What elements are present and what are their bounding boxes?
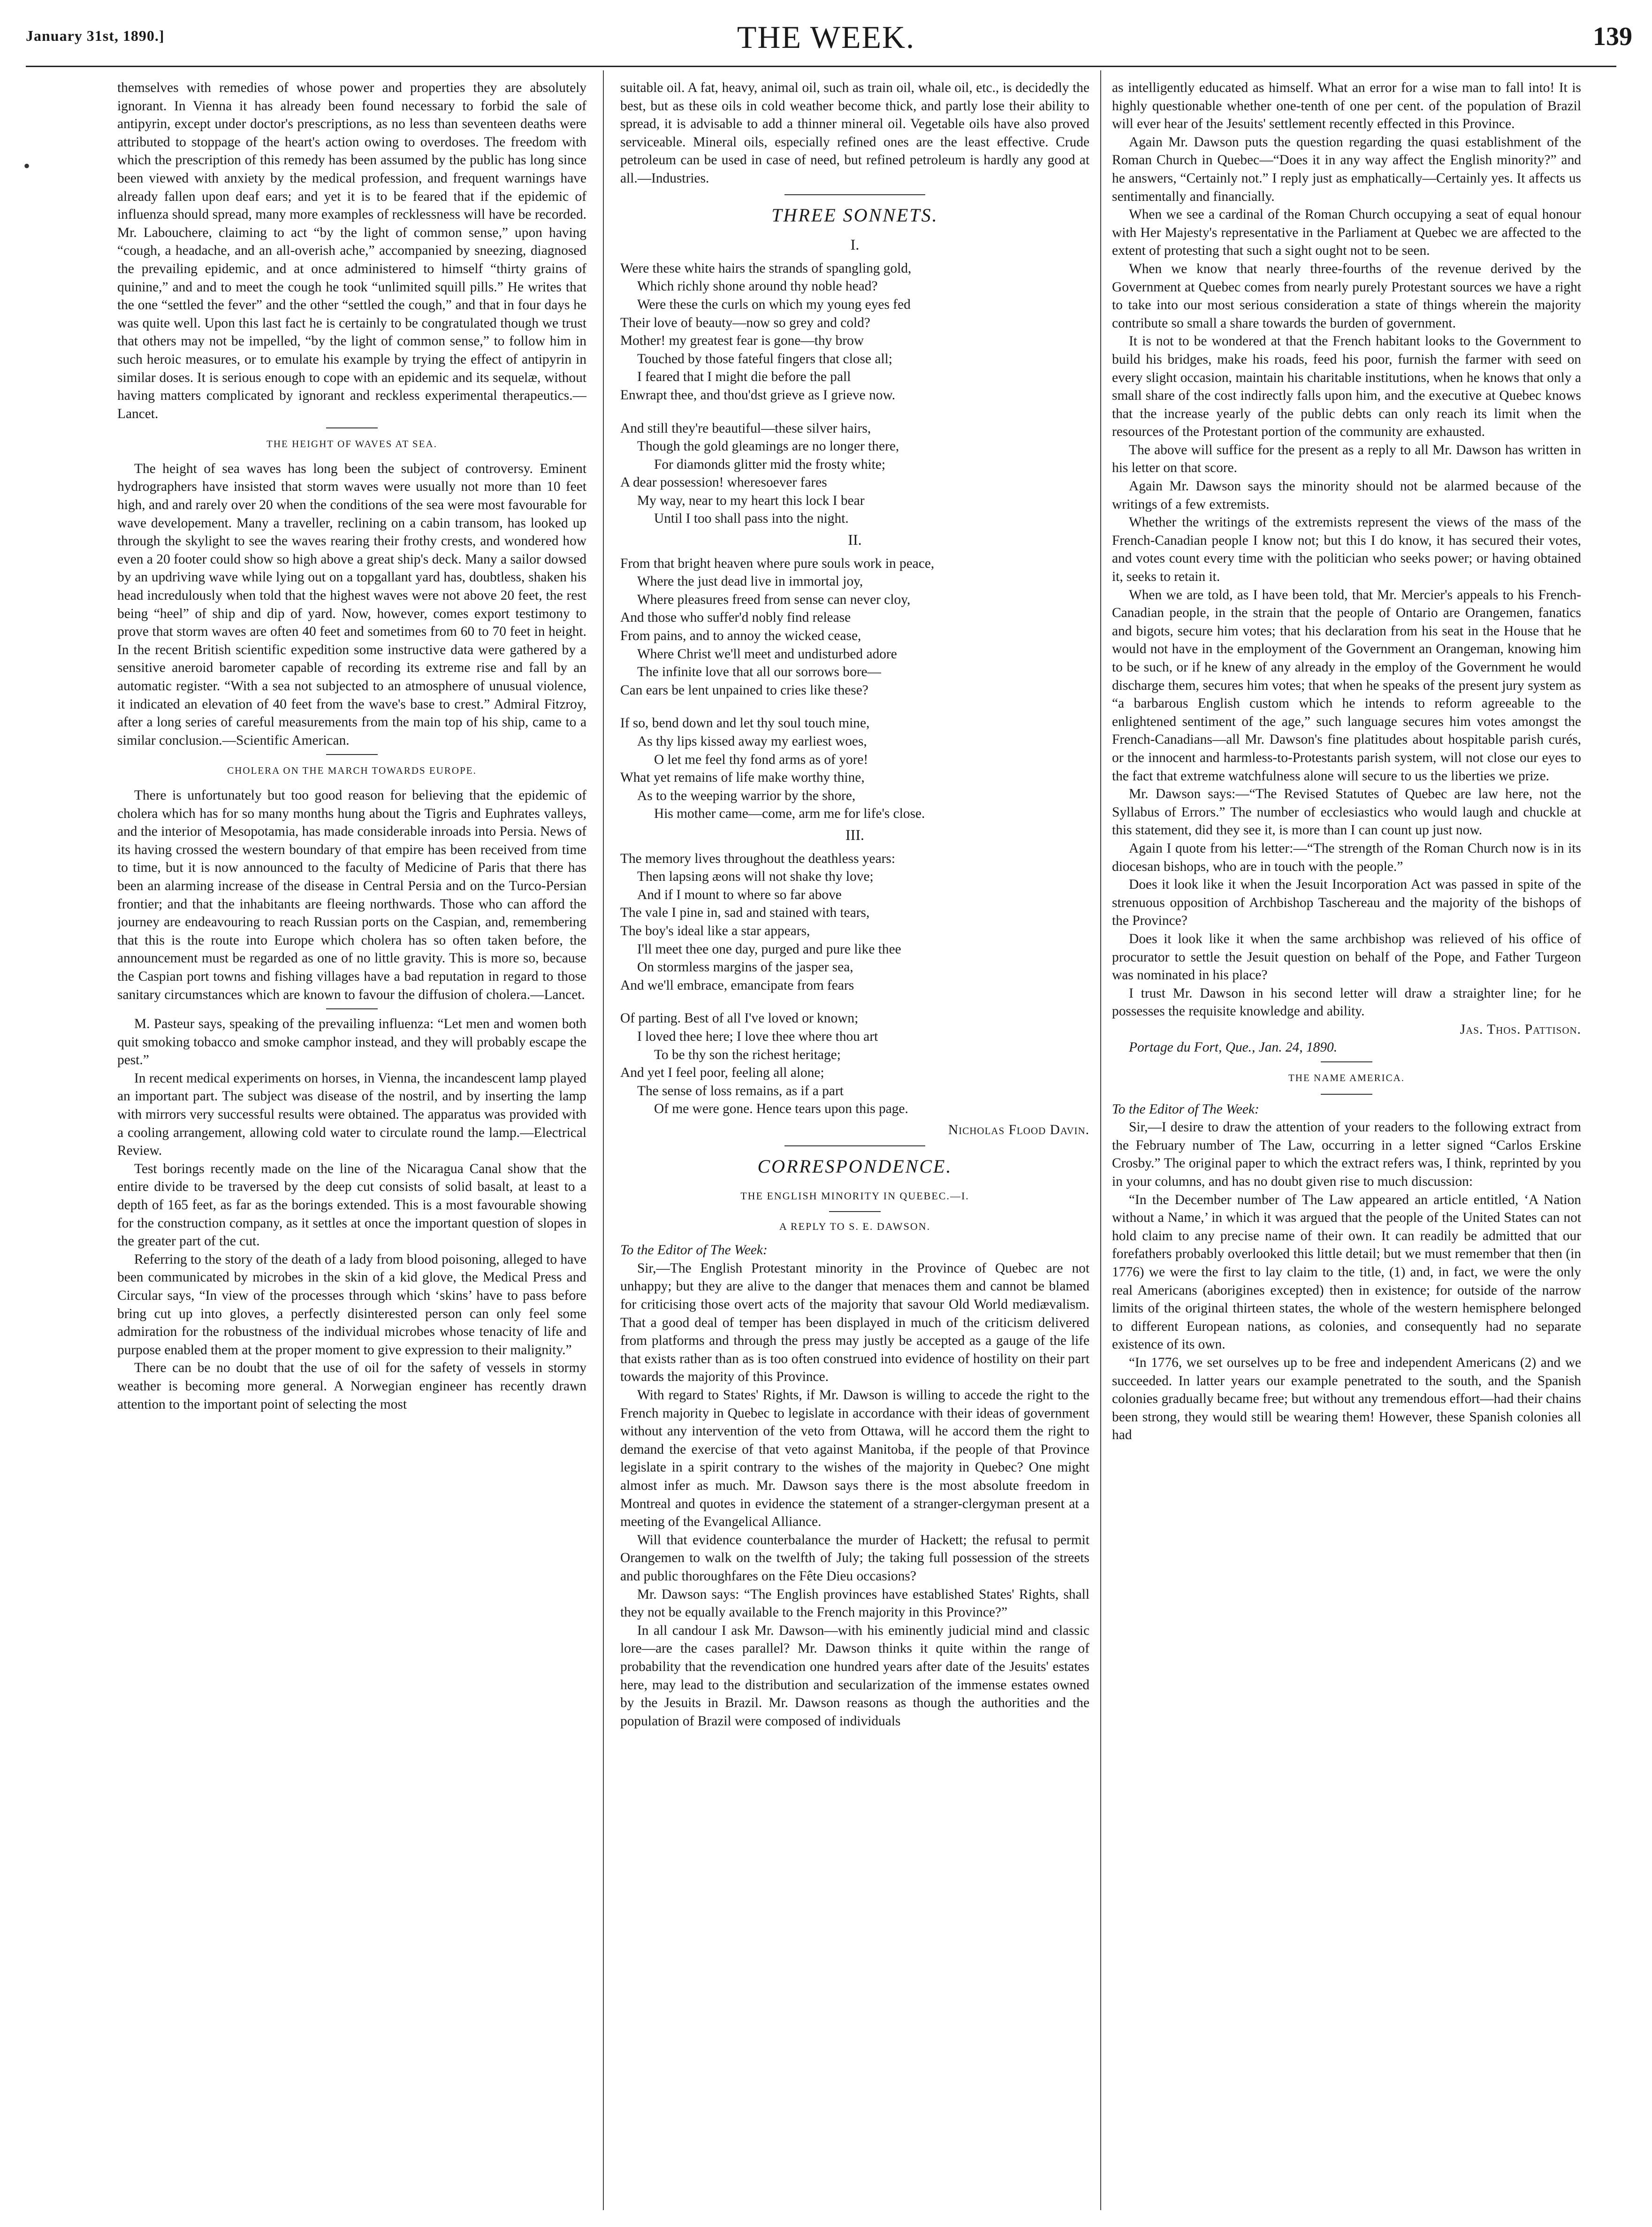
- column-1: [117, 79, 586, 2214]
- waves-paragraph: The height of sea waves has long been the subject of controversy. Eminent hydrographers have insisted that storm waves were usually not more than 10 feet high, and and rarely over 20 when the conditions of the sea were most favourable for wave developement. Many a traveller, reclining on a cabin transom, has looked up through the skylight to see the waves rearing their frothy crests, and wondered how even a 20 footer could show so high above a great ship's deck. Many a sailor dowsed by an updriving wave while lying out on a topgallant yard has, doubtless, shaken his head incredulously when told that the highest waves were not above 20 feet, the rest being “heel” of ship and dip of yard. Now, however, comes export testimony to prove that storm waves are often 40 feet and sometimes from 60 to 70 feet in height. In the recent British scientific expedition some instructive data were gathered by a sensitive aneroid barometer capable of recording its extreme rise and fall by an automatic register. “With a sea not subjected to an atmosphere of unusual violence, it indicated an elevation of 40 feet from the wave's base to crest.” Admiral Fitzroy, after a long series of careful measurements from the main top of his ship, came to a similar conclusion.—Scientific American.: [117, 461, 586, 748]
- poem-line: From pains, and to annoy the wicked cease,: [620, 628, 861, 644]
- poem-line: A dear possession! wheresoever fares: [620, 475, 827, 490]
- letter-paragraph: Does it look like it when the same archbishop was relieved of his office of procurator to settle the Jesuit question on behalf of the Pope, and Father Turgeon was nominated in his place?: [1112, 931, 1581, 983]
- poem-line: Were these the curls on which my young eyes fed: [637, 297, 911, 312]
- poem-line: His mother came—come, arm me for life's close.: [654, 806, 925, 822]
- poem-line: And still they're beautiful—these silver hairs,: [620, 420, 871, 436]
- cholera-paragraph: There is unfortunately but too good reason for believing that the epidemic of cholera which has for so many months hung about the Tigris and Euphrates valleys, and the interior of Mesopotamia, has made considerable inroads into Persia. News of its having crossed the western boundary of that empire has been received from time to time, but it is now announced to the faculty of Medicine of Paris that there has been an alarming increase of the disease in Central Persia and on the Turco-Persian frontier; and that the inhabitants are fleeing northwards. Those who can afford the journey are endeavouring to reach Russian ports on the Caspian, and, remembering that this is the route into Europe which cholera has so often taken before, the announcement must be regarded as one of no little gravity. This is more so, because the Caspian port towns and fishing villages have a bad reputation in regard to those sanitary circumstances which are known to favour the diffusion of cholera.—Lancet.: [117, 787, 586, 1002]
- poem-line: Where pleasures freed from sense can never cloy,: [637, 592, 911, 607]
- poem-line: I loved thee here; I love thee where thou art: [637, 1029, 878, 1044]
- poem-line: As to the weeping warrior by the shore,: [637, 788, 856, 803]
- pasteur-paragraph: M. Pasteur says, speaking of the prevailing influenza: “Let men and women both quit smoking tobacco and smoke camphor instead, and they will probably escape the pest.”: [117, 1016, 586, 1068]
- section-rule: [829, 1211, 881, 1212]
- reply-subtitle: A REPLY TO S. E. DAWSON.: [779, 1220, 931, 1232]
- poem-line: The boy's ideal like a star appears,: [620, 923, 810, 938]
- letter-continuation: as intelligently educated as himself. What an error for a wise man to fall into! It is highly questionable whether one-tenth of one per cent. of the population of Brazil will ever hear of the Jesuits' settlement recently effected in this Province.: [1112, 80, 1581, 132]
- section-rule: [784, 1145, 925, 1146]
- letter-paragraph: I trust Mr. Dawson in his second letter will draw a straighter line; for he possesses the requisite knowledge and ability.: [1112, 985, 1581, 1019]
- heading-height-of-waves: THE HEIGHT OF WAVES AT SEA.: [266, 438, 437, 450]
- letter-paragraph: Mr. Dawson says:—“The Revised Statutes of Quebec are law here, not the Syllabus of Errors.” The number of ecclesiastics who would laugh and chuckle at this statement, did they see it, is more than I can count up just now.: [1112, 786, 1581, 838]
- poem-line: As thy lips kissed away my earliest woes,: [637, 734, 867, 749]
- poem-line: My way, near to my heart this lock I bear: [637, 493, 865, 508]
- nicaragua-paragraph: Test borings recently made on the line of the Nicaragua Canal show that the entire divide to be traversed by the deep cut consists of solid basalt, at least to a depth of 165 feet, as far as the borings extended. This is a most favourable showing for the construction company, as it settles at once the important question of slopes in the greater part of the cut.: [117, 1161, 586, 1249]
- letter-paragraph: When we know that nearly three-fourths of the revenue derived by the Government at Quebec comes from nearly purely Protestant sources we have a right to take into our most serious consideration a state of things wherein the majority contribute so small a share towards the burden of government.: [1112, 261, 1581, 331]
- poem-line: On stormless margins of the jasper sea,: [637, 960, 853, 975]
- letter-paragraph: Whether the writings of the extremists represent the views of the mass of the French-Canadian people I know not; but this I do know, it has secured their votes, and votes count every time with the politician who seeks power; or having obtained it, seeks to retain it.: [1112, 515, 1581, 585]
- letter-paragraph: It is not to be wondered at that the French habitant looks to the Government to build his bridges, make his roads, feed his poor, furnish the farmer with seed on every slight occasion, maintain his charitable institutions, when he knows that only a small share of the cost indirectly falls upon him, and the executive at Quebec knows that the increase yearly of the public debts can only reach its limit when the resources of the Protestant portion of the community are exhausted.: [1112, 334, 1581, 440]
- poem-line: Enwrapt thee, and thou'dst grieve as I grieve now.: [620, 387, 896, 403]
- poem-line: Mother! my greatest fear is gone—thy brow: [620, 333, 864, 349]
- section-rule: [326, 754, 378, 755]
- letter-paragraph: With regard to States' Rights, if Mr. Dawson is willing to accede the right to the French majority in Quebec to legislate in accordance with their ideas of government without any intervention of the veto from Ottawa, will he accord them the right to demand the exercise of that veto against Manitoba, if the people of that Province legislate in a spirit contrary to the wishes of the majority in Quebec? One might almost infer as much. Mr. Dawson says there is the most absolute freedom in Montreal and quotes in evidence the statement of a stranger-clergyman present at a meeting of the Evangelical Alliance.: [620, 1388, 1089, 1530]
- publication-title: THE WEEK.: [737, 19, 915, 55]
- section-rule: [784, 194, 925, 195]
- poem-line: Where the just dead live in immortal joy,: [637, 574, 863, 589]
- poem-line: Can ears be lent unpained to cries like these?: [620, 682, 868, 698]
- poem-line: Their love of beauty—now so grey and cold?: [620, 315, 870, 330]
- vienna-lamp-paragraph: In recent medical experiments on horses, in Vienna, the incandescent lamp played an important part. The subject was disease of the nostril, and by inserting the lamp with mirrors very successful results were obtained. The apparatus was provided with a cooling arrangement, allowing cold water to circulate round the lamp.—Electrical Review.: [117, 1070, 586, 1159]
- poem-author: Nicholas Flood Davin.: [948, 1122, 1089, 1137]
- correspondence-title: CORRESPONDENCE.: [757, 1156, 952, 1177]
- issue-date: January 31st, 1890.]: [26, 27, 165, 44]
- poem-line: Where Christ we'll meet and undisturbed adore: [637, 646, 897, 662]
- section-rule: [326, 1008, 378, 1009]
- letter-paragraph: When we see a cardinal of the Roman Church occupying a seat of equal honour with Her Majesty's representative in the Parliament at Quebec we are affected to the extent of protesting that such a sight ought not to be seen.: [1112, 207, 1581, 259]
- letter-paragraph: Sir,—The English Protestant minority in the Province of Quebec are not unhappy; but they are alive to the danger that menaces them and cannot be blamed for criticising those overt acts of the majority that savour Old World mediævalism. That a good deal of temper has been displayed in much of the criticism delivered from platforms and through the press may justly be accepted as a gauge of the life that exists rather than as is too often construed into evidence of hostility on their part towards the majority of this Province.: [620, 1260, 1089, 1385]
- letter-paragraph: Sir,—I desire to draw the attention of your readers to the following extract from the February number of The Law, occurring in a letter signed “Carlos Erskine Crosby.” The original paper to which the extract refers was, I think, reprinted by you in your columns, and has no doubt given rise to much discussion:: [1112, 1120, 1581, 1190]
- letter-paragraph: Mr. Dawson says: “The English provinces have established States' Rights, shall they not be equally available to the French majority in this Province?”: [620, 1586, 1089, 1620]
- poem-line: The infinite love that all our sorrows bore—: [637, 664, 881, 680]
- oil-paragraph: There can be no doubt that the use of oil for the safety of vessels in stormy weather is becoming more general. A Norwegian engineer has recently drawn attention to the important point of selecting the most: [117, 1360, 586, 1412]
- letter-paragraph: In all candour I ask Mr. Dawson—with his eminently judicial mind and classic lore—are the cases parallel? Mr. Dawson thinks it quite within the range of probability that the revendication one hundred years after date of the Jesuits' estates here, may lead to the distribution and secularization of the immense estates owned by the Jesuits in Brazil. Mr. Dawson reasons as though the authorities and the population of Brazil were composed of individuals: [620, 1623, 1089, 1729]
- poem-line: For diamonds glitter mid the frosty white;: [654, 457, 886, 472]
- sonnet-3: [620, 850, 1089, 1118]
- three-sonnets-title: THREE SONNETS.: [771, 204, 938, 226]
- letter-paragraph: The above will suffice for the present as a reply to all Mr. Dawson has written in his letter on that score.: [1112, 442, 1581, 476]
- letter-signature: Jas. Thos. Pattison.: [1460, 1022, 1581, 1037]
- column-divider: [1100, 70, 1101, 2210]
- letter-paragraph: Will that evidence counterbalance the murder of Hackett; the refusal to permit Orangemen to walk on the twelfth of July; the taking full possession of the streets and public thoroughfares on the Fête Dieu occasions?: [620, 1532, 1089, 1584]
- poem-line: I feared that I might die before the pall: [637, 369, 851, 385]
- column-divider: [603, 70, 604, 2210]
- heading-cholera: CHOLERA ON THE MARCH TOWARDS EUROPE.: [227, 765, 477, 777]
- column-3: [1112, 79, 1581, 2214]
- poem-line: I'll meet thee one day, purged and pure like thee: [637, 941, 901, 957]
- poem-line: Until I too shall pass into the night.: [654, 511, 849, 526]
- sonnet-numeral-3: III.: [845, 826, 864, 843]
- poem-line: And we'll embrace, emancipate from fears: [620, 977, 854, 993]
- oil-continuation: suitable oil. A fat, heavy, animal oil, such as train oil, whale oil, etc., is decidedly the best, but as these oils in cold weather become thick, and partly lose their ability to spread, it is advisable to add a thinner mineral oil. Vegetable oils have also proved serviceable. Mineral oils, especially refined ones are the least effective. Crude petroleum can be used in case of need, but refined petroleum is hardly any good at all.—Industries.: [620, 80, 1089, 186]
- poem-line: Were these white hairs the strands of spangling gold,: [620, 260, 912, 276]
- page-number: 139: [1593, 22, 1632, 51]
- poem-line: The vale I pine in, sad and stained with tears,: [620, 905, 870, 921]
- poem-line: And if I mount to where so far above: [637, 887, 842, 902]
- heading-name-america: THE NAME AMERICA.: [1288, 1072, 1405, 1084]
- poem-line: Of parting. Best of all I've loved or known;: [620, 1011, 859, 1026]
- poem-line: Though the gold gleamings are no longer there,: [637, 439, 899, 454]
- antipyrin-paragraph: themselves with remedies of whose power and properties they are absolutely ignorant. In Vienna it has already been found necessary to forbid the sale of antipyrin, except under doctor's prescriptions, as no less than seventeen deaths were attributed to stoppage of the heart's action owing to overdoses. The freedom with which the prescription of this remedy has been assumed by the public has long since been viewed with anxiety by the medical profession, and frequent warnings have already fallen upon deaf ears; and yet it is to be feared that if the epidemic of influenza should spread, many more examples of recklessness will have be recorded. Mr. Labouchere, claiming to act “by the light of common sense,” upon having “cough, a headache, and an all-overish ache,” accompanied by sneezing, diagnosed the prevailing epidemic, and at once administered to himself “thirty grains of quinine,” and and to meet the cough he took “unlimited squill pills.” He writes that the one “settled the fever” and the other “settled the cough,” and that in four days he was quite well. Upon this last fact he is certainly to be congratulated though we trust that others may not be impelled, “by the light of common sense,” to follow him in such heroic measures, or to emulate his example by trying the effect of antipyrin in similar doses. It is serious enough to cope with an epidemic and its sequelæ, without having matters complicated by ignorant and reckless experimental therapeutics.—Lancet.: [117, 80, 586, 421]
- column-2: [620, 79, 1089, 2214]
- poem-line: Which richly shone around thy noble head?: [637, 279, 878, 294]
- sonnet-numeral-1: I.: [850, 236, 860, 253]
- letter-paragraph: Does it look like it when the Jesuit Incorporation Act was passed in spite of the strenuous opposition of Archbishop Taschereau and the majority of the bishops of the Province?: [1112, 877, 1581, 929]
- poem-line: Touched by those fateful fingers that close all;: [637, 351, 892, 366]
- poem-line: To be thy son the richest heritage;: [654, 1047, 841, 1062]
- letter-paragraph: Again Mr. Dawson says the minority should not be alarmed because of the writings of a few extremists.: [1112, 479, 1581, 512]
- poem-line: And yet I feel poor, feeling all alone;: [620, 1065, 824, 1081]
- margin-mark: •: [23, 155, 30, 176]
- poem-line: From that bright heaven where pure souls work in peace,: [620, 556, 935, 571]
- letter-paragraph: When we are told, as I have been told, that Mr. Mercier's appeals to his French-Canadian people, in the strain that the people of Ontario are Orangemen, fanatics and bigots, secure him votes; that his declaration from his seat in the House that he would not have in the employment of the Government an Orangeman, knowing him to be such, or if he knew of any already in the employ of the Government he would discharge them, secures him votes; that when he speaks of the present jury system as “a barbarous English custom which he intends to reform agreeable to the enlightened sentiment of the age,” such language secures him votes amongst the French-Canadians—all Mr. Dawson's fine platitudes about hospitable parish curés, or the innocent and harmless-to-Protestants parish system, will not close our eyes to the fact that extreme watchfulness alone will secure to us the liberties we prize.: [1112, 587, 1581, 784]
- letter-paragraph: “In the December number of The Law appeared an article entitled, ‘A Nation without a Name,’ in which it was argued that the people of the United States can not hold claim to any precise name of their own. It can readily be admitted that our forefathers probably overlooked this little detail; but we must remember that then (in 1776) we were the first to lay claim to the title, (1) and, in fact, we were the only real Americans (aborigines excepted) then in existence; for outside of the narrow limits of the original thirteen states, the whole of the western hemisphere belonged to different European nations, as colonies, and consequently had no separate existence of its own.: [1112, 1192, 1581, 1352]
- poem-line: Then lapsing æons will not shake thy love;: [637, 869, 874, 885]
- sonnet-2: [620, 555, 1089, 823]
- poem-line: O let me feel thy fond arms as of yore!: [654, 752, 868, 767]
- editor-salutation: To the Editor of The Week:: [1112, 1101, 1259, 1117]
- letter-paragraph: “In 1776, we set ourselves up to be free and independent Americans (2) and we succeeded. In latter years our example penetrated to the south, and the Spanish colonies gradually became free; but without any tremendous effort—had their chains been strong, they would still be wearing them! However, these Spanish colonies all had: [1112, 1355, 1581, 1443]
- poem-line: The sense of loss remains, as if a part: [637, 1083, 844, 1098]
- kid-glove-paragraph: Referring to the story of the death of a lady from blood poisoning, alleged to have been communicated by microbes in the skin of a kid glove, the Medical Press and Circular says, “In view of the processes through which ‘skins’ have to pass before bring cut up into gloves, a perfectly disinterested person can only feel some admiration for the robustness of the individual microbes whose tenacity of life and purpose enabled them at the proper moment to give expression to their malignity.”: [117, 1251, 586, 1358]
- sonnet-1: [620, 259, 1089, 528]
- poem-line: Of me were gone. Hence tears upon this page.: [654, 1101, 908, 1117]
- poem-line: The memory lives throughout the deathless years:: [620, 851, 896, 866]
- correspondence-subtitle: THE ENGLISH MINORITY IN QUEBEC.—I.: [740, 1190, 969, 1202]
- header-rule: [26, 66, 1616, 67]
- editor-salutation: To the Editor of The Week:: [620, 1243, 768, 1258]
- letter-place-date: Portage du Fort, Que., Jan. 24, 1890.: [1129, 1040, 1338, 1055]
- poem-line: What yet remains of life make worthy thine,: [620, 770, 865, 786]
- section-rule: [1321, 1094, 1372, 1095]
- section-rule: [326, 427, 378, 428]
- section-rule: [1321, 1061, 1372, 1062]
- letter-paragraph: Again Mr. Dawson puts the question regarding the quasi establishment of the Roman Church in Quebec—“Does it in any way affect the English minority?” and he answers, “Certainly not.” I reply just as emphatically—Certainly yes. It affects us sentimentally and financially.: [1112, 134, 1581, 204]
- letter-paragraph: Again I quote from his letter:—“The strength of the Roman Church now is in its diocesan bishops, who are in touch with the people.”: [1112, 840, 1581, 874]
- sonnet-numeral-2: II.: [848, 531, 862, 549]
- poem-line: And those who suffer'd nobly find release: [620, 610, 851, 625]
- poem-line: If so, bend down and let thy soul touch mine,: [620, 716, 870, 731]
